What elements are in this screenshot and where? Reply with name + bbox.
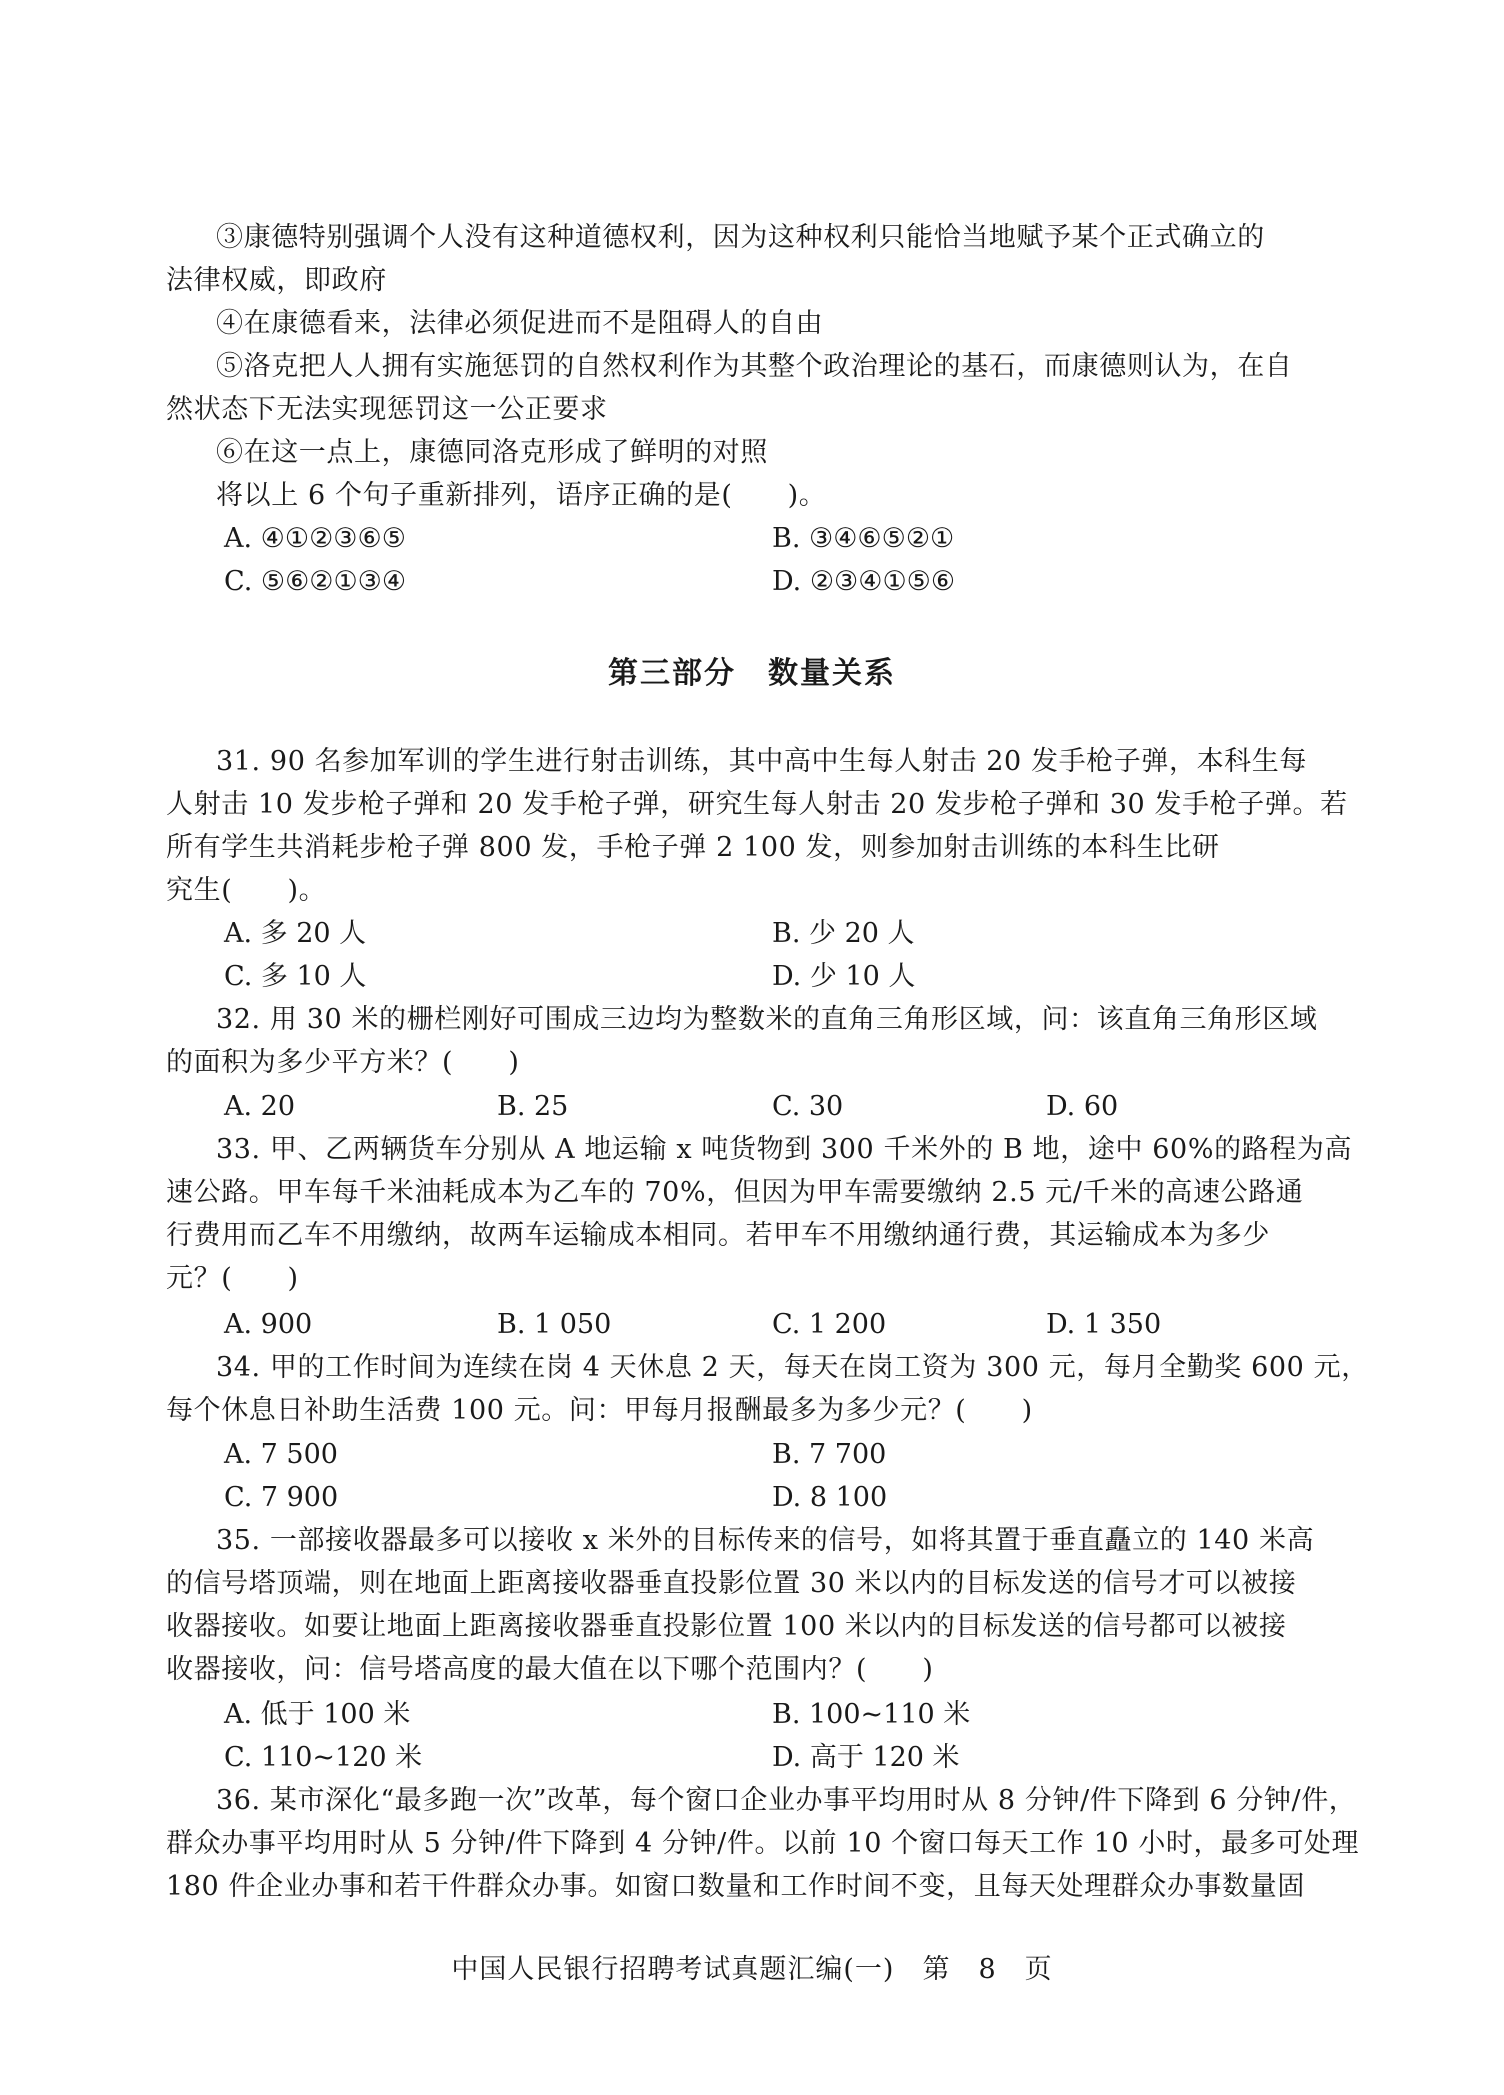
q35-line-4: 收器接收，问：信号塔高度的最大值在以下哪个范围内？( ) xyxy=(166,1654,934,1685)
q32-option-c: C. 30 xyxy=(772,1091,844,1122)
q33-option-c: C. 1 200 xyxy=(772,1309,887,1340)
passage-option-c: C. ⑤⑥②①③④ xyxy=(224,566,407,597)
q35-line-3: 收器接收。如要让地面上距离接收器垂直投影位置 100 米以内的目标发送的信号都可以被接 xyxy=(166,1611,1287,1642)
q34-option-b: B. 7 700 xyxy=(772,1439,887,1470)
q36-line-1: 36. 某市深化“最多跑一次”改革，每个窗口企业办事平均用时从 8 分钟/件下降到 6 分钟/件， xyxy=(216,1785,1357,1816)
sentence-5-line-2: 然状态下无法实现惩罚这一公正要求 xyxy=(166,394,608,425)
q33-line-3: 行费用而乙车不用缴纳，故两车运输成本相同。若甲车不用缴纳通行费，其运输成本为多少 xyxy=(166,1220,1270,1251)
q36-line-2: 群众办事平均用时从 5 分钟/件下降到 4 分钟/件。以前 10 个窗口每天工作 10 小时，最多可处理 xyxy=(166,1828,1360,1859)
q35-line-1: 35. 一部接收器最多可以接收 x 米外的目标传来的信号，如将其置于垂直矗立的 140 米高 xyxy=(216,1525,1315,1556)
q33-option-b: B. 1 050 xyxy=(497,1309,612,1340)
q31-line-4: 究生( )。 xyxy=(166,875,327,906)
q33-line-4: 元？( ) xyxy=(166,1263,299,1294)
sentence-3-line-2: 法律权威，即政府 xyxy=(166,265,387,296)
passage-question: 将以上 6 个句子重新排列，语序正确的是( )。 xyxy=(216,480,827,511)
q31-line-2: 人射击 10 发步枪子弹和 20 发手枪子弹，研究生每人射击 20 发步枪子弹和 30 发手枪子弹。若 xyxy=(166,789,1348,820)
q32-option-b: B. 25 xyxy=(497,1091,569,1122)
q33-option-a: A. 900 xyxy=(224,1309,313,1340)
q35-line-2: 的信号塔顶端，则在地面上距离接收器垂直投影位置 30 米以内的目标发送的信号才可以被接 xyxy=(166,1568,1297,1599)
passage-option-a: A. ④①②③⑥⑤ xyxy=(224,523,406,554)
q34-option-c: C. 7 900 xyxy=(224,1482,339,1513)
q34-line-2: 每个休息日补助生活费 100 元。问：甲每月报酬最多为多少元？( ) xyxy=(166,1395,1033,1426)
page-footer: 中国人民银行招聘考试真题汇编(一) 第 8 页 xyxy=(451,1954,1053,1985)
q33-line-2: 速公路。甲车每千米油耗成本为乙车的 70%，但因为甲车需要缴纳 2.5 元/千米的高速公路通 xyxy=(166,1177,1304,1208)
q32-line-2: 的面积为多少平方米？( ) xyxy=(166,1047,520,1078)
q35-option-b: B. 100~110 米 xyxy=(772,1699,971,1730)
q31-option-b: B. 少 20 人 xyxy=(772,918,915,949)
q36-line-3: 180 件企业办事和若干件群众办事。如窗口数量和工作时间不变，且每天处理群众办事数量固 xyxy=(166,1871,1305,1902)
q34-option-a: A. 7 500 xyxy=(224,1439,338,1470)
q31-line-3: 所有学生共消耗步枪子弹 800 发，手枪子弹 2 100 发，则参加射击训练的本科生比研 xyxy=(166,832,1220,863)
q33-option-d: D. 1 350 xyxy=(1046,1309,1162,1340)
q31-option-a: A. 多 20 人 xyxy=(224,918,367,949)
q34-option-d: D. 8 100 xyxy=(772,1482,888,1513)
q32-line-1: 32. 用 30 米的栅栏刚好可围成三边均为整数米的直角三角形区域，问：该直角三角形区域 xyxy=(216,1004,1318,1035)
q31-option-d: D. 少 10 人 xyxy=(772,961,916,992)
section-title: 第三部分 数量关系 xyxy=(608,656,896,691)
q31-line-1: 31. 90 名参加军训的学生进行射击训练，其中高中生每人射击 20 发手枪子弹，本科生每 xyxy=(216,746,1307,777)
q34-line-1: 34. 甲的工作时间为连续在岗 4 天休息 2 天，每天在岗工资为 300 元，每月全勤奖 600 元， xyxy=(216,1352,1369,1383)
q33-line-1: 33. 甲、乙两辆货车分别从 A 地运输 x 吨货物到 300 千米外的 B 地，途中 60%的路程为高 xyxy=(216,1134,1353,1165)
q35-option-d: D. 高于 120 米 xyxy=(772,1742,960,1773)
q32-option-d: D. 60 xyxy=(1046,1091,1119,1122)
q31-option-c: C. 多 10 人 xyxy=(224,961,367,992)
passage-option-b: B. ③④⑥⑤②① xyxy=(772,523,955,554)
sentence-5-line-1: ⑤洛克把人人拥有实施惩罚的自然权利作为其整个政治理论的基石，而康德则认为，在自 xyxy=(216,351,1293,382)
sentence-3-line-1: ③康德特别强调个人没有这种道德权利，因为这种权利只能恰当地赋予某个正式确立的 xyxy=(216,222,1265,253)
sentence-6: ⑥在这一点上，康德同洛克形成了鲜明的对照 xyxy=(216,437,768,468)
q35-option-c: C. 110~120 米 xyxy=(224,1742,423,1773)
q35-option-a: A. 低于 100 米 xyxy=(224,1699,411,1730)
passage-option-d: D. ②③④①⑤⑥ xyxy=(772,566,956,597)
sentence-4: ④在康德看来，法律必须促进而不是阻碍人的自由 xyxy=(216,308,824,339)
q32-option-a: A. 20 xyxy=(224,1091,296,1122)
